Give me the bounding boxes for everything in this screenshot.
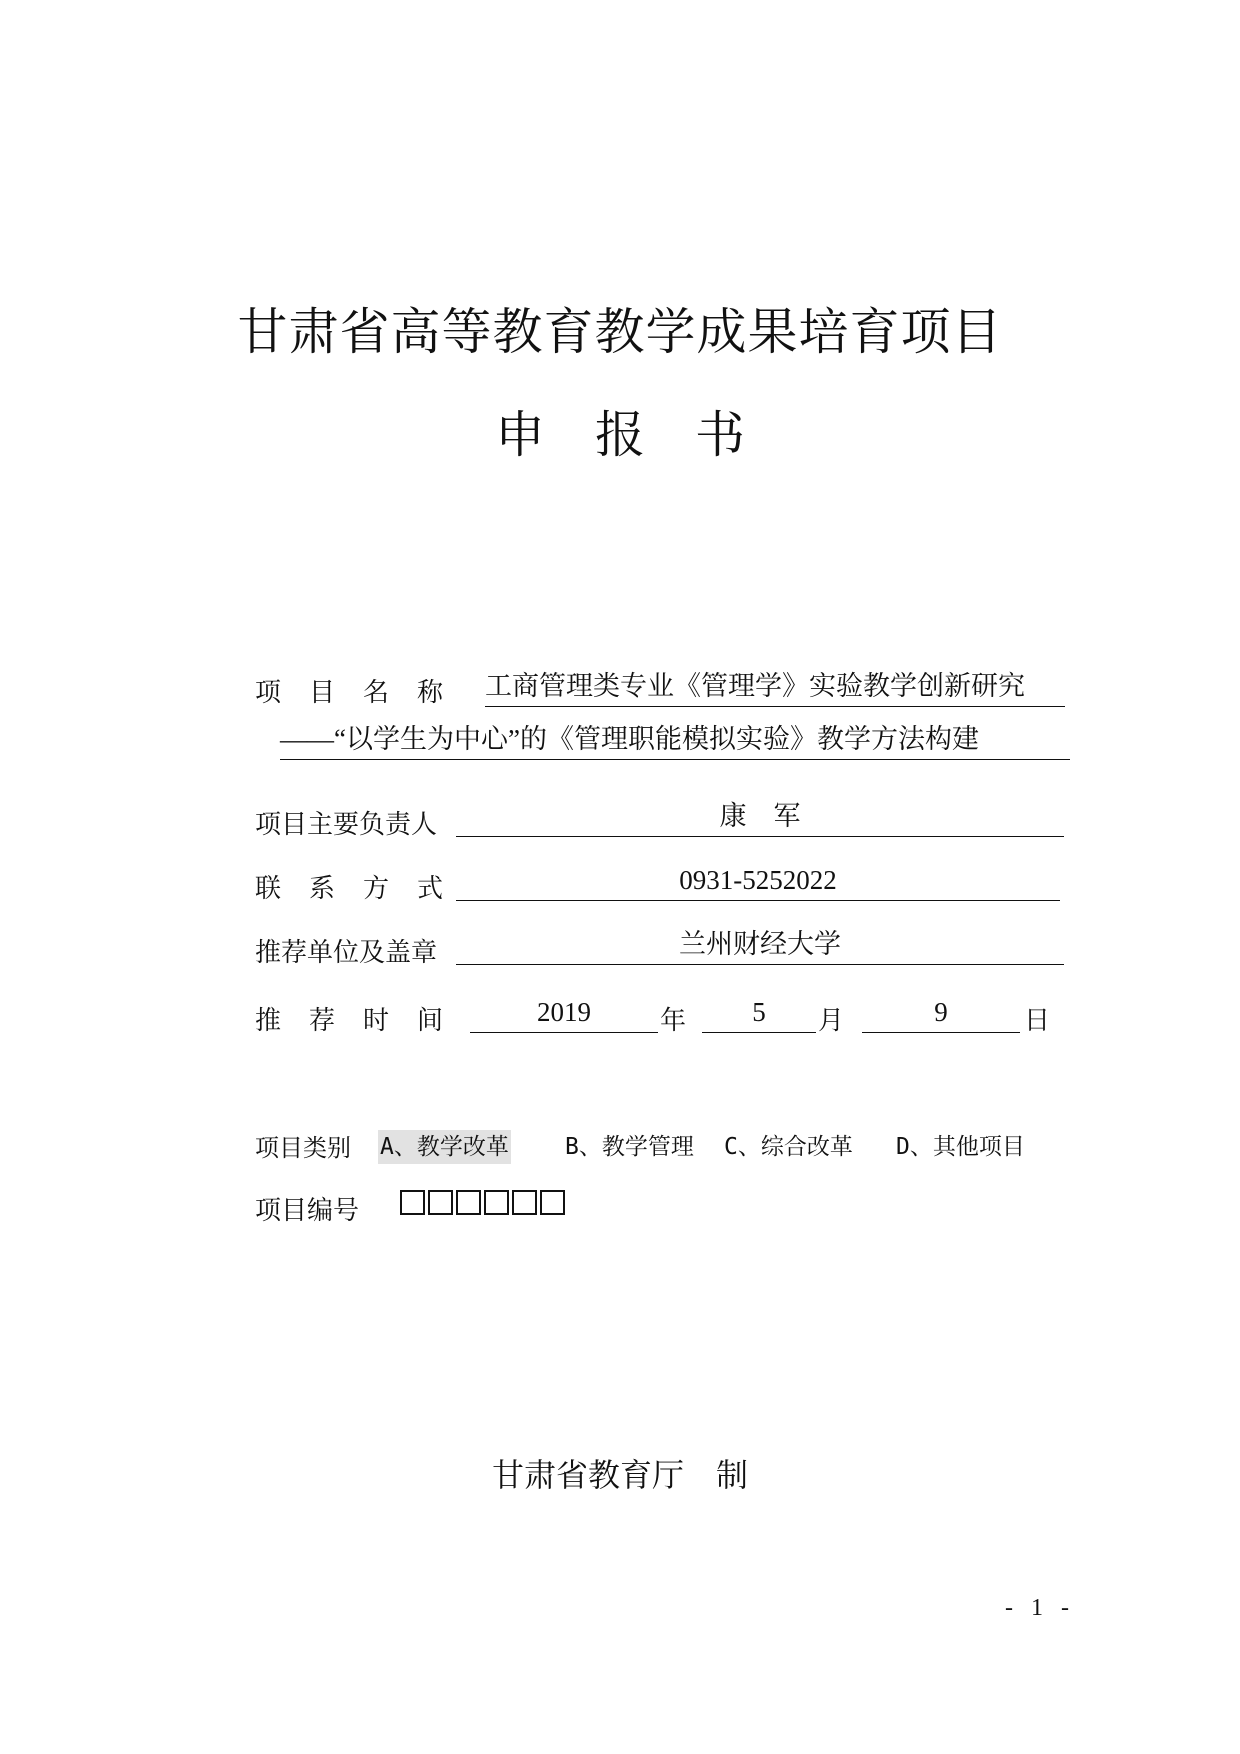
unit-label: 推荐单位及盖章 (255, 938, 438, 968)
leader-value: 康 军 (456, 796, 1064, 837)
month-unit: 月 (818, 1006, 845, 1036)
number-box (428, 1190, 453, 1215)
category-option-b: B、教学管理 (565, 1134, 694, 1160)
category-label: 项目类别 (255, 1134, 351, 1162)
number-box (456, 1190, 481, 1215)
document-title: 甘肃省高等教育教学成果培育项目 (237, 303, 1003, 361)
issuer-line: 甘肃省教育厅 制 (491, 1456, 748, 1494)
number-box (400, 1190, 425, 1215)
document-subtitle: 申 报 书 (495, 406, 745, 464)
year-unit: 年 (660, 1006, 687, 1036)
number-box (484, 1190, 509, 1215)
category-option-c: C、综合改革 (724, 1134, 853, 1160)
category-option-d: D、其他项目 (896, 1134, 1025, 1160)
contact-value: 0931-5252022 (456, 860, 1060, 901)
unit-value: 兰州财经大学 (456, 924, 1064, 965)
category-option-a: A、教学改革 (378, 1130, 511, 1164)
leader-label: 项目主要负责人 (255, 810, 438, 840)
number-box (512, 1190, 537, 1215)
month-value: 5 (702, 992, 816, 1033)
project-number-boxes (400, 1190, 565, 1215)
project-name-line1: 工商管理类专业《管理学》实验教学创新研究 (485, 666, 1065, 707)
project-name-label: 项目名称 (255, 678, 472, 708)
day-value: 9 (862, 992, 1020, 1033)
number-box (540, 1190, 565, 1215)
page-number: - 1 - (1005, 1595, 1075, 1621)
contact-label: 联系方式 (255, 874, 472, 904)
date-label: 推荐时间 (255, 1006, 472, 1036)
year-value: 2019 (470, 992, 658, 1033)
day-unit: 日 (1024, 1006, 1051, 1036)
project-name-line2: ——“以学生为中心”的《管理职能模拟实验》教学方法构建 (280, 719, 1070, 760)
project-number-label: 项目编号 (255, 1196, 360, 1226)
